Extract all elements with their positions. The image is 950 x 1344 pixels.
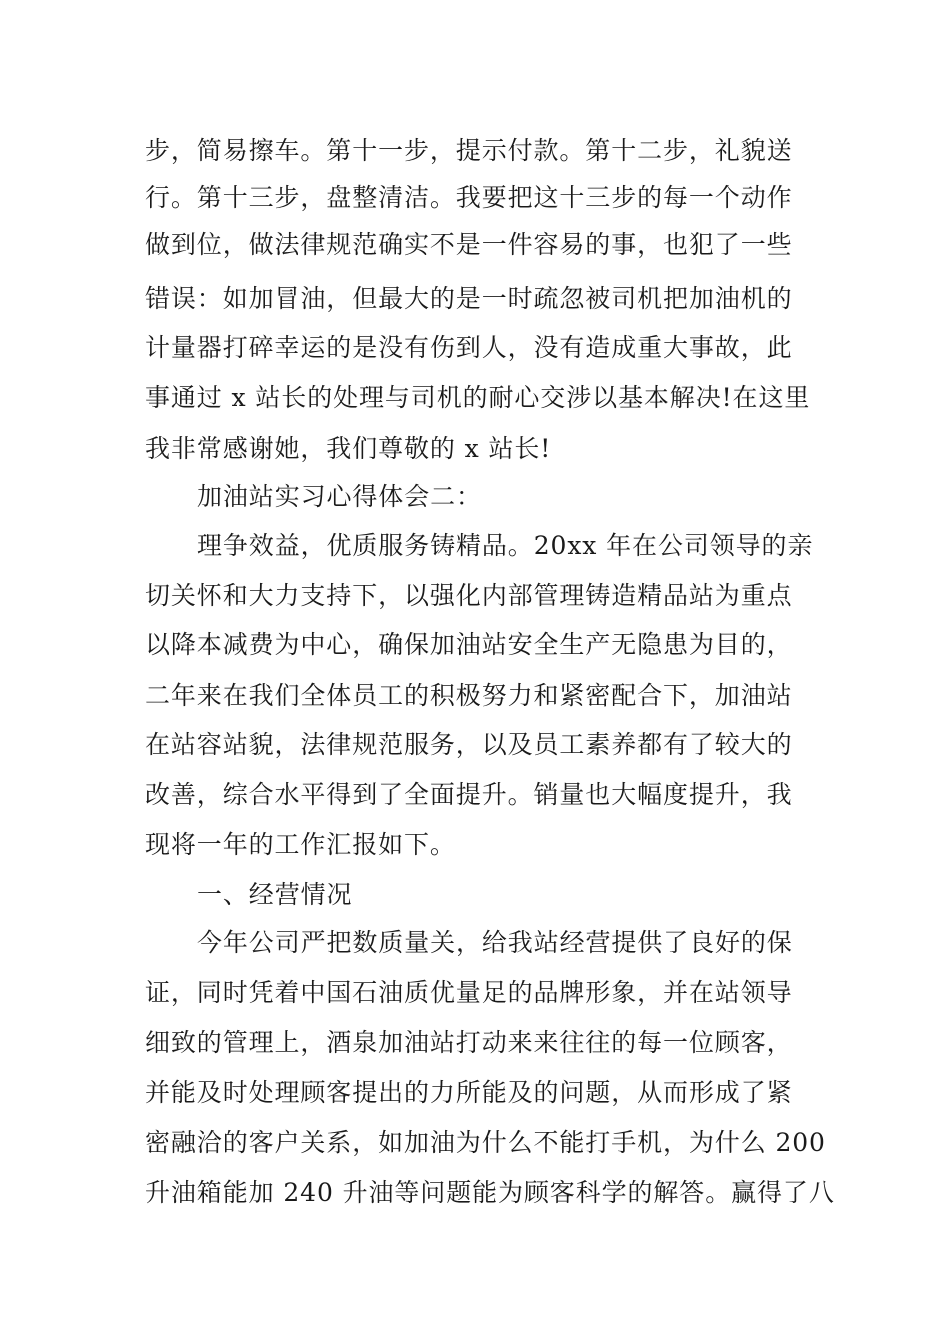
text-line: 我非常感谢她，我们尊敬的 x 站长! — [145, 434, 552, 463]
text-line: 密融洽的客户关系，如加油为什么不能打手机，为什么 200 — [145, 1128, 826, 1157]
text-line: 在站容站貌，法律规范服务，以及员工素养都有了较大的 — [145, 730, 793, 759]
text-line: 做到位，做法律规范确实不是一件容易的事，也犯了一些 — [145, 230, 793, 259]
text-line: 证，同时凭着中国石油质优量足的品牌形象，并在站领导 — [145, 978, 793, 1007]
text-line: 事通过 x 站长的处理与司机的耐心交涉以基本解决!在这里 — [145, 383, 811, 412]
text-line: 步，简易擦车。第十一步，提示付款。第十二步，礼貌送 — [145, 136, 793, 165]
text-line: 改善，综合水平得到了全面提升。销量也大幅度提升，我 — [145, 780, 793, 809]
section-heading: 一、经营情况 — [197, 880, 353, 909]
text-line: 升油箱能加 240 升油等问题能为顾客科学的解答。赢得了八 — [145, 1178, 835, 1207]
text-line: 错误：如加冒油，但最大的是一时疏忽被司机把加油机的 — [145, 284, 793, 313]
text-line: 计量器打碎幸运的是没有伤到人，没有造成重大事故，此 — [145, 333, 793, 362]
text-line: 理争效益，优质服务铸精品。20xx 年在公司领导的亲 — [197, 531, 814, 560]
text-line: 今年公司严把数质量关，给我站经营提供了良好的保 — [197, 928, 793, 957]
text-line: 二年来在我们全体员工的积极努力和紧密配合下，加油站 — [145, 681, 793, 710]
text-line: 以降本减费为中心，确保加油站安全生产无隐患为目的， — [145, 630, 793, 659]
text-line: 现将一年的工作汇报如下。 — [145, 830, 456, 859]
text-line: 细致的管理上，酒泉加油站打动来来往往的每一位顾客， — [145, 1028, 793, 1057]
section-heading: 加油站实习心得体会二： — [197, 482, 482, 511]
text-line: 并能及时处理顾客提出的力所能及的问题，从而形成了紧 — [145, 1078, 793, 1107]
text-line: 切关怀和大力支持下，以强化内部管理铸造精品站为重点 — [145, 581, 793, 610]
text-line: 行。第十三步，盘整清洁。我要把这十三步的每一个动作 — [145, 183, 793, 212]
